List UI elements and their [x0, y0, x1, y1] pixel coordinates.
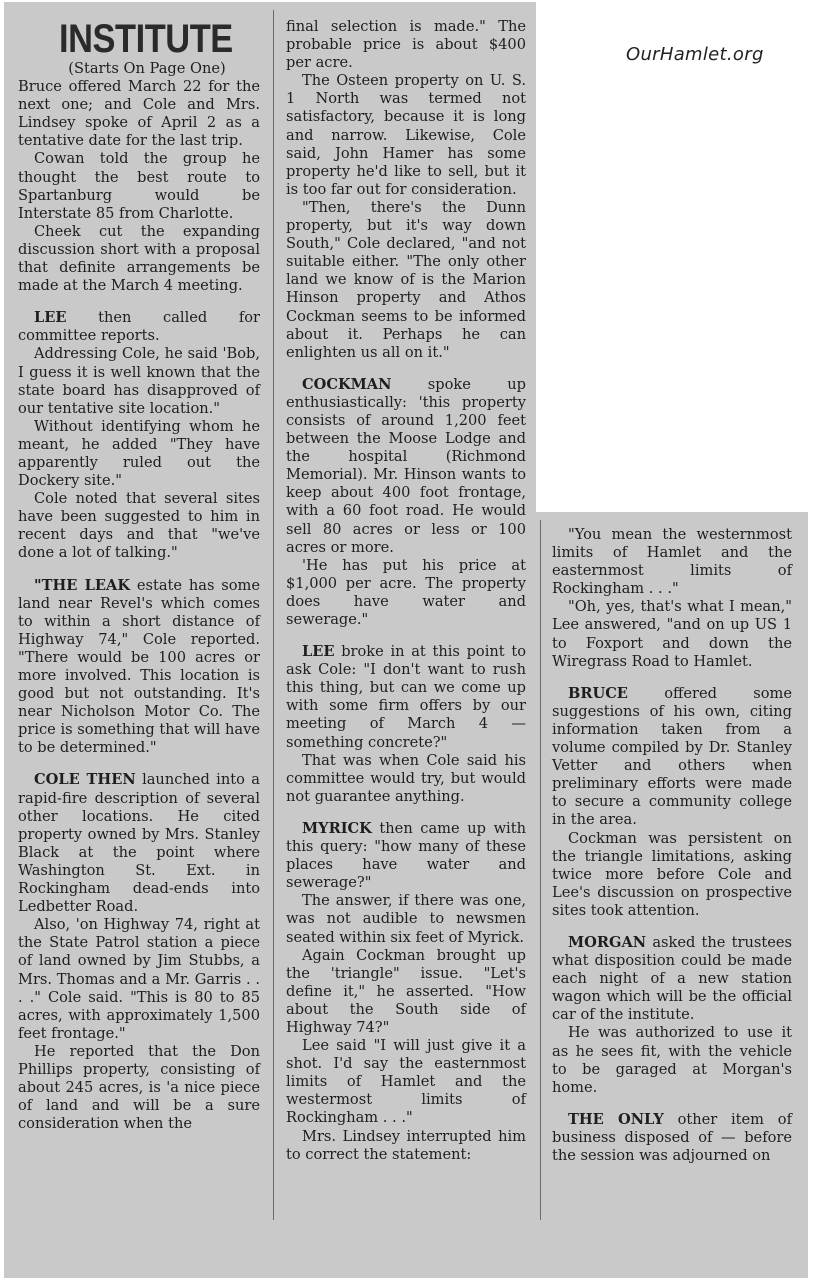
article-column-3 [552, 526, 792, 1165]
paragraph [18, 577, 260, 758]
article-column-1 [18, 18, 260, 1133]
paragraph [286, 1037, 526, 1127]
paragraph-text: then came up with this query: "how many of these places have water and sewerage?" [286, 819, 526, 892]
jump-line: (Starts On Page One) [68, 60, 226, 77]
paragraph-text: then called for committee reports. [18, 309, 260, 345]
paragraph-text: offered some suggestions of his own, citing information taken from a volume compiled by Dr. Stanley Vetter and others when preliminary efforts were made to secure a community college in the area. [552, 684, 792, 829]
paragraph-text: He was authorized to use it as he sees fit, with the vehicle to be garaged at Morgan's home. [552, 1024, 792, 1096]
paragraph-text: Mrs. Lindsey interrupted him to correct the statement: [286, 1127, 526, 1163]
paragraph-text: Cole noted that several sites have been suggested to him in recent days and that "we've done a lot of talking." [18, 490, 260, 562]
column-1-body [18, 78, 260, 1133]
article-column-2 [286, 18, 526, 1164]
paragraph-text: He reported that the Don Phillips property, consisting of about 245 acres, is 'a nice piece of land and will be a sure consideration when the [18, 1042, 260, 1133]
paragraph [18, 916, 260, 1043]
paragraph-text: Without identifying whom he meant, he added "They have apparently ruled out the Dockery site." [18, 417, 260, 490]
paragraph [286, 947, 526, 1037]
paragraph [552, 598, 792, 670]
paragraph [552, 830, 792, 920]
paragraph-text: "Then, there's the Dunn property, but it's way down South," Cole declared, "and not suitable either. "The only other land we know of is the Marion Hinson property and Athos Cockman seems to be informed about it. Perhaps he can enlighten us all on it." [286, 198, 526, 361]
paragraph [286, 18, 526, 72]
paragraph-lead: LEE [302, 643, 335, 661]
paragraph [18, 345, 260, 417]
column-rule-2 [540, 520, 541, 1220]
paragraph [286, 1128, 526, 1164]
paragraph-text: The Osteen property on U. S. 1 North was termed not satisfactory, because it is long and narrow. Likewise, Cole said, John Hamer has some property he'd like to sell, but it is too far out for consideration. [286, 72, 526, 198]
paragraph-text: broke in at this point to ask Cole: "I don't want to rush this thing, but can we come up with some firm offers by our meeting of March 4 — something concrete?" [286, 643, 526, 751]
paragraph [286, 376, 526, 557]
paragraph [18, 490, 260, 562]
paragraph [18, 78, 260, 150]
paragraph-lead: COLE THEN [34, 771, 136, 789]
paragraph [286, 892, 526, 946]
paragraph [286, 643, 526, 752]
paragraph-text: Lee said "I will just give it a shot. I'd say the easternmost limits of Hamlet and the westermost limits of Rockingham . . ." [286, 1037, 526, 1127]
paragraph [18, 1043, 260, 1133]
site-watermark: OurHamlet.org [626, 44, 764, 65]
paragraph [552, 526, 792, 598]
paragraph [552, 934, 792, 1024]
column-3-body [552, 526, 792, 1165]
paragraph-lead: "THE LEAK [34, 576, 131, 594]
paragraph-text: other item of business disposed of — before the session was adjourned on [552, 1110, 792, 1164]
paragraph-text: final selection is made." The probable price is about $400 per acre. [286, 18, 526, 72]
paragraph [552, 1024, 792, 1096]
paragraph-text: Cheek cut the expanding discussion short with a proposal that definite arrangements be made at the March 4 meeting. [18, 222, 260, 295]
paragraph [18, 150, 260, 222]
column-rule-1 [273, 10, 274, 1220]
paragraph-text: "You mean the westernmost limits of Hamlet and the easternmost limits of Rockingham . . ." [552, 526, 792, 598]
paragraph [18, 223, 260, 295]
headline: INSTITUTE [58, 17, 233, 61]
paragraph [286, 752, 526, 806]
paragraph [286, 199, 526, 362]
paragraph [18, 418, 260, 490]
paragraph-text: Addressing Cole, he said 'Bob, I guess it is well known that the state board has disapproved of our tentative site location." [18, 345, 260, 417]
paragraph-text: estate has some land near Revel's which comes to within a short distance of Highway 74," Cole reported. "There would be 100 acres or more involved. This location is good but not outstanding. It's near Nicholson Motor Co. The price is something that will have to be determined." [18, 576, 260, 757]
paragraph [552, 685, 792, 830]
paragraph-text: Bruce offered March 22 for the next one; and Cole and Mrs. Lindsey spoke of April 2 as a tentative date for the last trip. [18, 78, 260, 150]
paragraph [286, 72, 526, 199]
paragraph-text: That was when Cole said his committee would try, but would not guarantee anything. [286, 751, 526, 805]
paragraph [18, 309, 260, 345]
paragraph-text: launched into a rapid-fire description of several other locations. He cited property owned by Mrs. Stanley Black at the point where Washington St. Ext. in Rockingham dead-ends into Ledbetter Road. [18, 771, 260, 916]
paragraph [286, 820, 526, 892]
paragraph-text: Cowan told the group he thought the best route to Spartanburg would be Interstate 85 from Charlotte. [18, 150, 260, 222]
paragraph-lead: THE ONLY [568, 1110, 664, 1128]
paragraph-text: "Oh, yes, that's what I mean," Lee answered, "and on up US 1 to Foxport and down the Wiregrass Road to Hamlet. [552, 598, 792, 670]
paragraph-lead: LEE [34, 309, 67, 327]
column-2-body [286, 18, 526, 1164]
paragraph-text: Again Cockman brought up the 'triangle" issue. "Let's define it," he asserted. "How about the South side of Highway 74?" [286, 946, 526, 1036]
paragraph-text: Cockman was persistent on the triangle limitations, asking twice more before Cole and Lee's discussion on prospective sites took attention. [552, 829, 792, 919]
paragraph-text: spoke up enthusiastically: 'this property consists of around 1,200 feet between the Moose Lodge and the hospital (Richmond Memorial). Mr. Hinson wants to keep about 400 foot frontage, with a 60 foot road. He would sell 80 acres or less or 100 acres or more. [286, 375, 526, 556]
paragraph-lead: BRUCE [568, 684, 628, 702]
paragraph-lead: MORGAN [568, 933, 647, 951]
paragraph [18, 771, 260, 916]
paragraph-text: The answer, if there was one, was not audible to newsmen seated within six feet of Myrick. [286, 892, 526, 946]
paragraph-lead: MYRICK [302, 819, 372, 837]
paragraph-text: asked the trustees what disposition could be made each night of a new station wagon which will be the official car of the institute. [552, 933, 792, 1024]
paragraph-text: Also, 'on Highway 74, right at the State Patrol station a piece of land owned by Jim Stubbs, a Mrs. Thomas and a Mr. Garris . . . ." Cole said. "This is 80 to 85 acres, with approximately 1,500 feet frontage." [18, 916, 260, 1042]
paragraph-text: 'He has put his price at $1,000 per acre. The property does have water and sewerage." [286, 556, 526, 628]
paragraph [286, 557, 526, 629]
paragraph-lead: COCKMAN [302, 375, 392, 393]
paragraph [552, 1111, 792, 1165]
